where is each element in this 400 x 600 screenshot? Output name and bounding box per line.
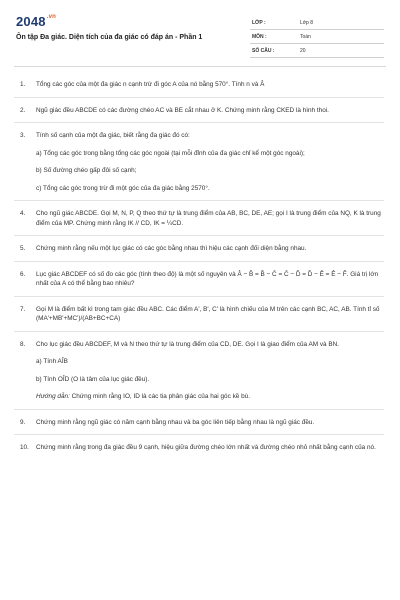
meta-key: MÔN :: [252, 34, 267, 40]
question-text: Chứng minh rằng nếu một lục giác có các góc bằng nhau thì hiệu các cạnh đối diện bằng nhau.: [36, 245, 307, 252]
question-separator: [14, 434, 384, 435]
question-separator: [14, 261, 384, 262]
meta-row-subject: [250, 30, 384, 44]
question-9: [14, 418, 384, 428]
question-1: [14, 80, 384, 90]
question-number: 8.: [20, 340, 26, 348]
question-subpart: b) Số đường chéo gấp đôi số cạnh;: [36, 167, 137, 174]
question-text: Lục giác ABCDEF có số đo các góc (tính theo độ) là một số nguyên và Â − B̂ = B̂ − Ĉ = Ĉ − D̂ = D̂ − Ê = Ê − F̂. Giá trị lớn nhất của A có thể bằng bao nhiêu?: [36, 270, 379, 287]
document-header: [16, 14, 386, 60]
header-divider: [14, 66, 386, 67]
hint-text: Chứng minh rằng IO, ID là các tia phân giác của hai góc kề bù.: [71, 393, 250, 400]
hint-label: Hướng dẫn:: [36, 393, 70, 400]
question-text: Cho ngũ giác ABCDE. Gọi M, N, P, Q theo thứ tự là trung điểm của AB, BC, DE, AE; gọi I là trung điểm của NQ, K là trung điểm của MP. Chứng minh rằng IK // CD, IK = ¼CD.: [36, 210, 381, 227]
meta-row-count: [250, 44, 384, 58]
question-8: [14, 340, 384, 402]
question-number: 3.: [20, 132, 26, 139]
question-hint: [36, 392, 384, 402]
question-number: 9.: [20, 418, 26, 426]
question-list: [14, 80, 384, 453]
document-title: Ôn tập Đa giác. Diện tích của đa giác có đáp án - Phần 1: [16, 34, 203, 41]
question-separator: [14, 200, 384, 201]
question-subpart: b) Tính OÎD (O là tâm của lục giác đều).: [36, 375, 150, 383]
meta-key: LỚP :: [252, 20, 266, 26]
question-separator: [14, 409, 384, 410]
question-text: Ngũ giác đều ABCDE có các đường chéo AC và BE cắt nhau ở K. Chứng minh rằng CKED là hình thoi.: [36, 106, 329, 114]
meta-value: 20: [300, 48, 306, 54]
question-6: [14, 270, 384, 289]
meta-table: [250, 16, 384, 58]
question-number: 6.: [20, 270, 26, 278]
meta-row-class: [250, 16, 384, 30]
question-separator: [14, 97, 384, 98]
question-number: 10.: [20, 444, 29, 451]
question-subpart: a) Tổng các góc trong bằng tổng các góc ngoài (tại mỗi đỉnh của đa giác chỉ kể một góc ngoài);: [36, 149, 305, 157]
question-10: [14, 443, 384, 453]
meta-key: SỐ CÂU :: [252, 48, 275, 54]
site-logo[interactable]: [16, 14, 56, 29]
question-text: Cho lục giác đều ABCDEF, M và N theo thứ tự là trung điểm của CD, DE. Gọi I là giao điểm của AM và BN.: [36, 340, 340, 348]
question-separator: [14, 122, 384, 123]
logo-suffix: .vn: [46, 14, 57, 20]
logo-main: 2048: [16, 14, 46, 29]
question-3: [14, 131, 384, 193]
question-number: 2.: [20, 106, 26, 114]
question-subpart: c) Tổng các góc trong trừ đi một góc của đa giác bằng 2570°.: [36, 184, 210, 192]
question-7: [14, 305, 384, 324]
question-text: Tổng các góc của một đa giác n cạnh trừ đi góc A của nó bằng 570°. Tính n và Â: [36, 81, 265, 88]
question-5: [14, 244, 384, 254]
question-separator: [14, 331, 384, 332]
question-separator: [14, 235, 384, 236]
question-4: [14, 209, 384, 228]
question-separator: [14, 296, 384, 297]
question-text: Tính số cạnh của một đa giác, biết rằng đa giác đó có:: [36, 132, 190, 139]
question-subpart: a) Tính AÎB: [36, 358, 68, 365]
meta-value: Lớp 8: [300, 20, 314, 26]
meta-value: Toán: [300, 34, 311, 40]
question-text: Chứng minh rằng ngũ giác có năm cạnh bằng nhau và ba góc liên tiếp bằng nhau là ngũ giác đều.: [36, 418, 315, 426]
question-number: 1.: [20, 81, 26, 88]
question-text: Chứng minh rằng trong đa giác đều 9 cạnh, hiệu giữa đường chéo lớn nhất và đường chéo nhỏ nhất bằng cạnh của nó.: [36, 444, 376, 451]
question-2: [14, 106, 384, 116]
question-number: 7.: [20, 305, 26, 313]
question-number: 4.: [20, 210, 26, 217]
question-number: 5.: [20, 245, 26, 252]
question-text: Gọi M là điểm bất kì trong tam giác đều ABC. Các điểm A', B', C' là hình chiếu của M trên các cạnh BC, AC, AB. Tính tỉ số (MA'+MB'+MC')/(AB+BC+CA): [36, 305, 380, 322]
